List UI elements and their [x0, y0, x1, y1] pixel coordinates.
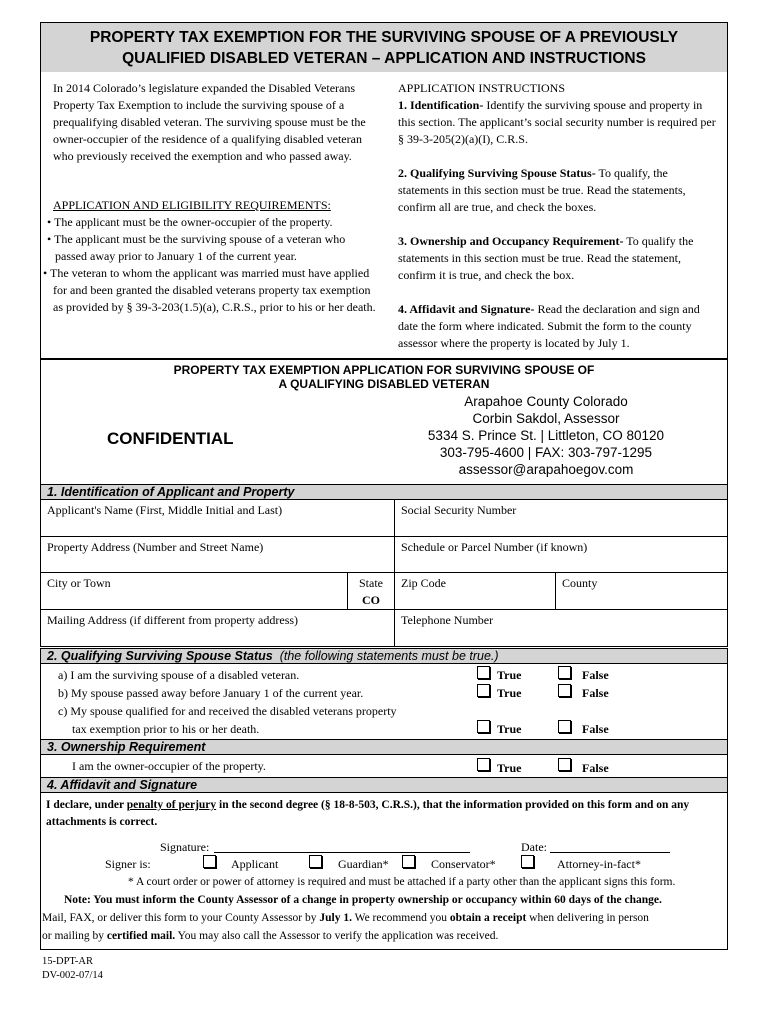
- assessor-name: Corbin Sakdol, Assessor: [472, 411, 620, 426]
- telephone-field[interactable]: [394, 609, 728, 647]
- form-header-line2: A QUALIFYING DISABLED VETERAN: [278, 377, 490, 391]
- b-false-label: False: [582, 686, 609, 700]
- confidential-label: CONFIDENTIAL: [107, 429, 234, 448]
- a-false-checkbox[interactable]: [558, 666, 571, 679]
- intro-paragraph: In 2014 Colorado’s legislature expanded the Disabled Veterans Property Tax Exemption to include the surviving spouse of a prequalifying disabled veteran. The surviving spouse must be the owner-occupier of the residence of a qualifying disabled veteran who previously received the exemption and who passed away.: [53, 81, 366, 163]
- assessor-info: [371, 393, 721, 478]
- state-value: CO: [362, 593, 380, 607]
- parcel-label: Schedule or Parcel Number (if known): [401, 540, 588, 554]
- ownership-true-checkbox[interactable]: [477, 758, 490, 771]
- instructions-heading: APPLICATION INSTRUCTIONS: [398, 81, 566, 95]
- statement-a: a) I am the surviving spouse of a disabled veteran.: [58, 668, 300, 682]
- conservator-checkbox[interactable]: [402, 855, 415, 868]
- assessor-email[interactable]: assessor@arapahoegov.com: [458, 462, 634, 477]
- ownership-false-checkbox[interactable]: [558, 758, 571, 771]
- state-field: [347, 572, 395, 610]
- section3-heading: 3. Ownership Requirement: [40, 739, 728, 755]
- zip-field[interactable]: [394, 572, 556, 610]
- form-title-line2: QUALIFIED DISABLED VETERAN – APPLICATION AND INSTRUCTIONS: [122, 50, 646, 67]
- mail2-certified: certified mail.: [106, 930, 176, 942]
- telephone-label: Telephone Number: [401, 613, 494, 627]
- declaration-post: in the second degree (§ 18-8-503, C.R.S.), that the information provided on this form and on any attachments is correct.: [46, 799, 690, 828]
- mail2-post: You may also call the Assessor to verify the application was received.: [175, 930, 499, 942]
- form-header: [40, 359, 728, 392]
- declaration: [46, 797, 726, 831]
- instruction-3-title: 3. Ownership and Occupancy Requirement-: [398, 234, 624, 248]
- applicant-name-label: Applicant's Name (First, Middle Initial and Last): [47, 503, 283, 517]
- section4-heading: 4. Affidavit and Signature: [40, 777, 728, 793]
- assessor-phone: 303-795-4600 | FAX: 303-797-1295: [439, 445, 653, 460]
- date-label: Date:: [521, 840, 547, 854]
- instruction-1-title: 1. Identification-: [398, 98, 484, 112]
- b-true-label: True: [497, 686, 522, 700]
- ownership-true-label: True: [497, 761, 522, 775]
- c-true-label: True: [497, 722, 522, 736]
- ownership-false-label: False: [582, 761, 609, 775]
- mailing-address-label: Mailing Address (if different from property address): [47, 613, 299, 627]
- instruction-4: [398, 301, 718, 352]
- instruction-1: [398, 97, 718, 148]
- section1-heading: 1. Identification of Applicant and Property: [40, 484, 728, 500]
- attorney-checkbox[interactable]: [521, 855, 534, 868]
- ssn-field[interactable]: [394, 499, 728, 537]
- instruction-4-title: 4. Affidavit and Signature-: [398, 302, 535, 316]
- instruction-3-text: To qualify the statements in this section must be true. Read the statement, confirm it is true, and check the box.: [398, 234, 694, 282]
- declaration-perjury: penalty of perjury: [126, 799, 217, 811]
- assessor-county: Arapahoe County Colorado: [464, 394, 628, 409]
- county-label: County: [562, 576, 598, 590]
- requirement-1: • The applicant must be the owner-occupier of the property.: [47, 215, 333, 229]
- mail-instructions-2: [42, 929, 498, 943]
- b-false-checkbox[interactable]: [558, 684, 571, 697]
- declaration-pre: I declare, under: [46, 799, 127, 811]
- instruction-4-text: Read the declaration and sign and date the form where indicated. Submit the form to the county assessor where the property is located by July 1.: [398, 302, 700, 350]
- instruction-3: [398, 233, 718, 284]
- county-field[interactable]: [555, 572, 728, 610]
- parcel-field[interactable]: [394, 536, 728, 573]
- applicant-label: Applicant: [231, 857, 279, 871]
- date-line[interactable]: [550, 852, 670, 853]
- state-label: State: [359, 576, 383, 590]
- requirement-3: • The veteran to whom the applicant was married must have applied for and been granted the disabled veterans property tax exemption as provided by § 39-3-203(1.5)(a), C.R.S., prior to his or her death.: [43, 266, 376, 314]
- section2-note: (the following statements must be true.): [279, 649, 499, 663]
- conservator-label: Conservator*: [431, 857, 496, 871]
- section2-heading: [40, 648, 728, 664]
- b-true-checkbox[interactable]: [477, 684, 490, 697]
- intro-box: [40, 72, 728, 359]
- a-true-label: True: [497, 668, 522, 682]
- applicant-name-field[interactable]: [40, 499, 395, 537]
- mail-deadline: July 1.: [319, 912, 352, 924]
- form-title: [40, 22, 728, 72]
- ssn-label: Social Security Number: [401, 503, 517, 517]
- signer-is-label: Signer is:: [105, 857, 151, 871]
- city-label: City or Town: [47, 576, 111, 590]
- signature-line[interactable]: [214, 852, 470, 853]
- city-field[interactable]: [40, 572, 348, 610]
- form-code-2: DV-002-07/14: [42, 970, 103, 981]
- form-title-line1: PROPERTY TAX EXEMPTION FOR THE SURVIVING SPOUSE OF A PREVIOUSLY: [89, 29, 679, 46]
- mail-pre: Mail, FAX, or deliver this form to your County Assessor by: [42, 912, 320, 924]
- guardian-checkbox[interactable]: [309, 855, 322, 868]
- section2-title: 2. Qualifying Surviving Spouse Status: [47, 649, 273, 663]
- c-false-label: False: [582, 722, 609, 736]
- property-address-label: Property Address (Number and Street Name): [47, 540, 264, 554]
- form-header-line1: PROPERTY TAX EXEMPTION APPLICATION FOR SURVIVING SPOUSE OF: [173, 363, 595, 377]
- c-true-checkbox[interactable]: [477, 720, 490, 733]
- form-code-1: 15-DPT-AR: [42, 956, 93, 967]
- property-address-field[interactable]: [40, 536, 395, 573]
- a-false-label: False: [582, 668, 609, 682]
- court-order-note: * A court order or power of attorney is required and must be attached if a party other than the applicant signs this form.: [128, 876, 676, 888]
- mail-mid: We recommend you: [351, 912, 450, 924]
- instruction-2-text: To qualify, the statements in this section must be true. Read the statements, confirm all are true, and check the boxes.: [398, 166, 686, 214]
- instruction-1-text: Identify the surviving spouse and property in this section. The applicant’s social security number is required per § 39-3-205(2)(a)(I), C.R.S.: [398, 98, 716, 146]
- mailing-address-field[interactable]: [40, 609, 395, 647]
- signature-label: Signature:: [160, 840, 210, 854]
- instruction-2: [398, 165, 718, 216]
- c-false-checkbox[interactable]: [558, 720, 571, 733]
- applicant-checkbox[interactable]: [203, 855, 216, 868]
- mail2-pre: or mailing by: [42, 930, 107, 942]
- assessor-box: [40, 391, 728, 484]
- mail-instructions-1: [42, 911, 649, 925]
- zip-label: Zip Code: [401, 576, 446, 590]
- statement-b: b) My spouse passed away before January 1 of the current year.: [58, 686, 364, 700]
- change-note: Note: You must inform the County Assessor of a change in property ownership or occupancy within 60 days of the change.: [64, 894, 662, 906]
- statement-c-line2: tax exemption prior to his or her death.: [72, 722, 260, 736]
- requirement-2: • The applicant must be the surviving spouse of a veteran who passed away prior to January 1 of the current year.: [47, 232, 346, 263]
- guardian-label: Guardian*: [338, 857, 389, 871]
- requirements-heading: APPLICATION AND ELIGIBILITY REQUIREMENTS:: [53, 198, 331, 212]
- mail-receipt: obtain a receipt: [449, 912, 527, 924]
- instruction-2-title: 2. Qualifying Surviving Spouse Status-: [398, 166, 596, 180]
- mail-post: when delivering in person: [526, 912, 649, 924]
- assessor-address: 5334 S. Prince St. | Littleton, CO 80120: [427, 428, 665, 443]
- attorney-label: Attorney-in-fact*: [557, 857, 641, 871]
- ownership-statement: I am the owner-occupier of the property.: [72, 759, 266, 773]
- statement-c-line1: c) My spouse qualified for and received the disabled veterans property: [58, 704, 397, 718]
- a-true-checkbox[interactable]: [477, 666, 490, 679]
